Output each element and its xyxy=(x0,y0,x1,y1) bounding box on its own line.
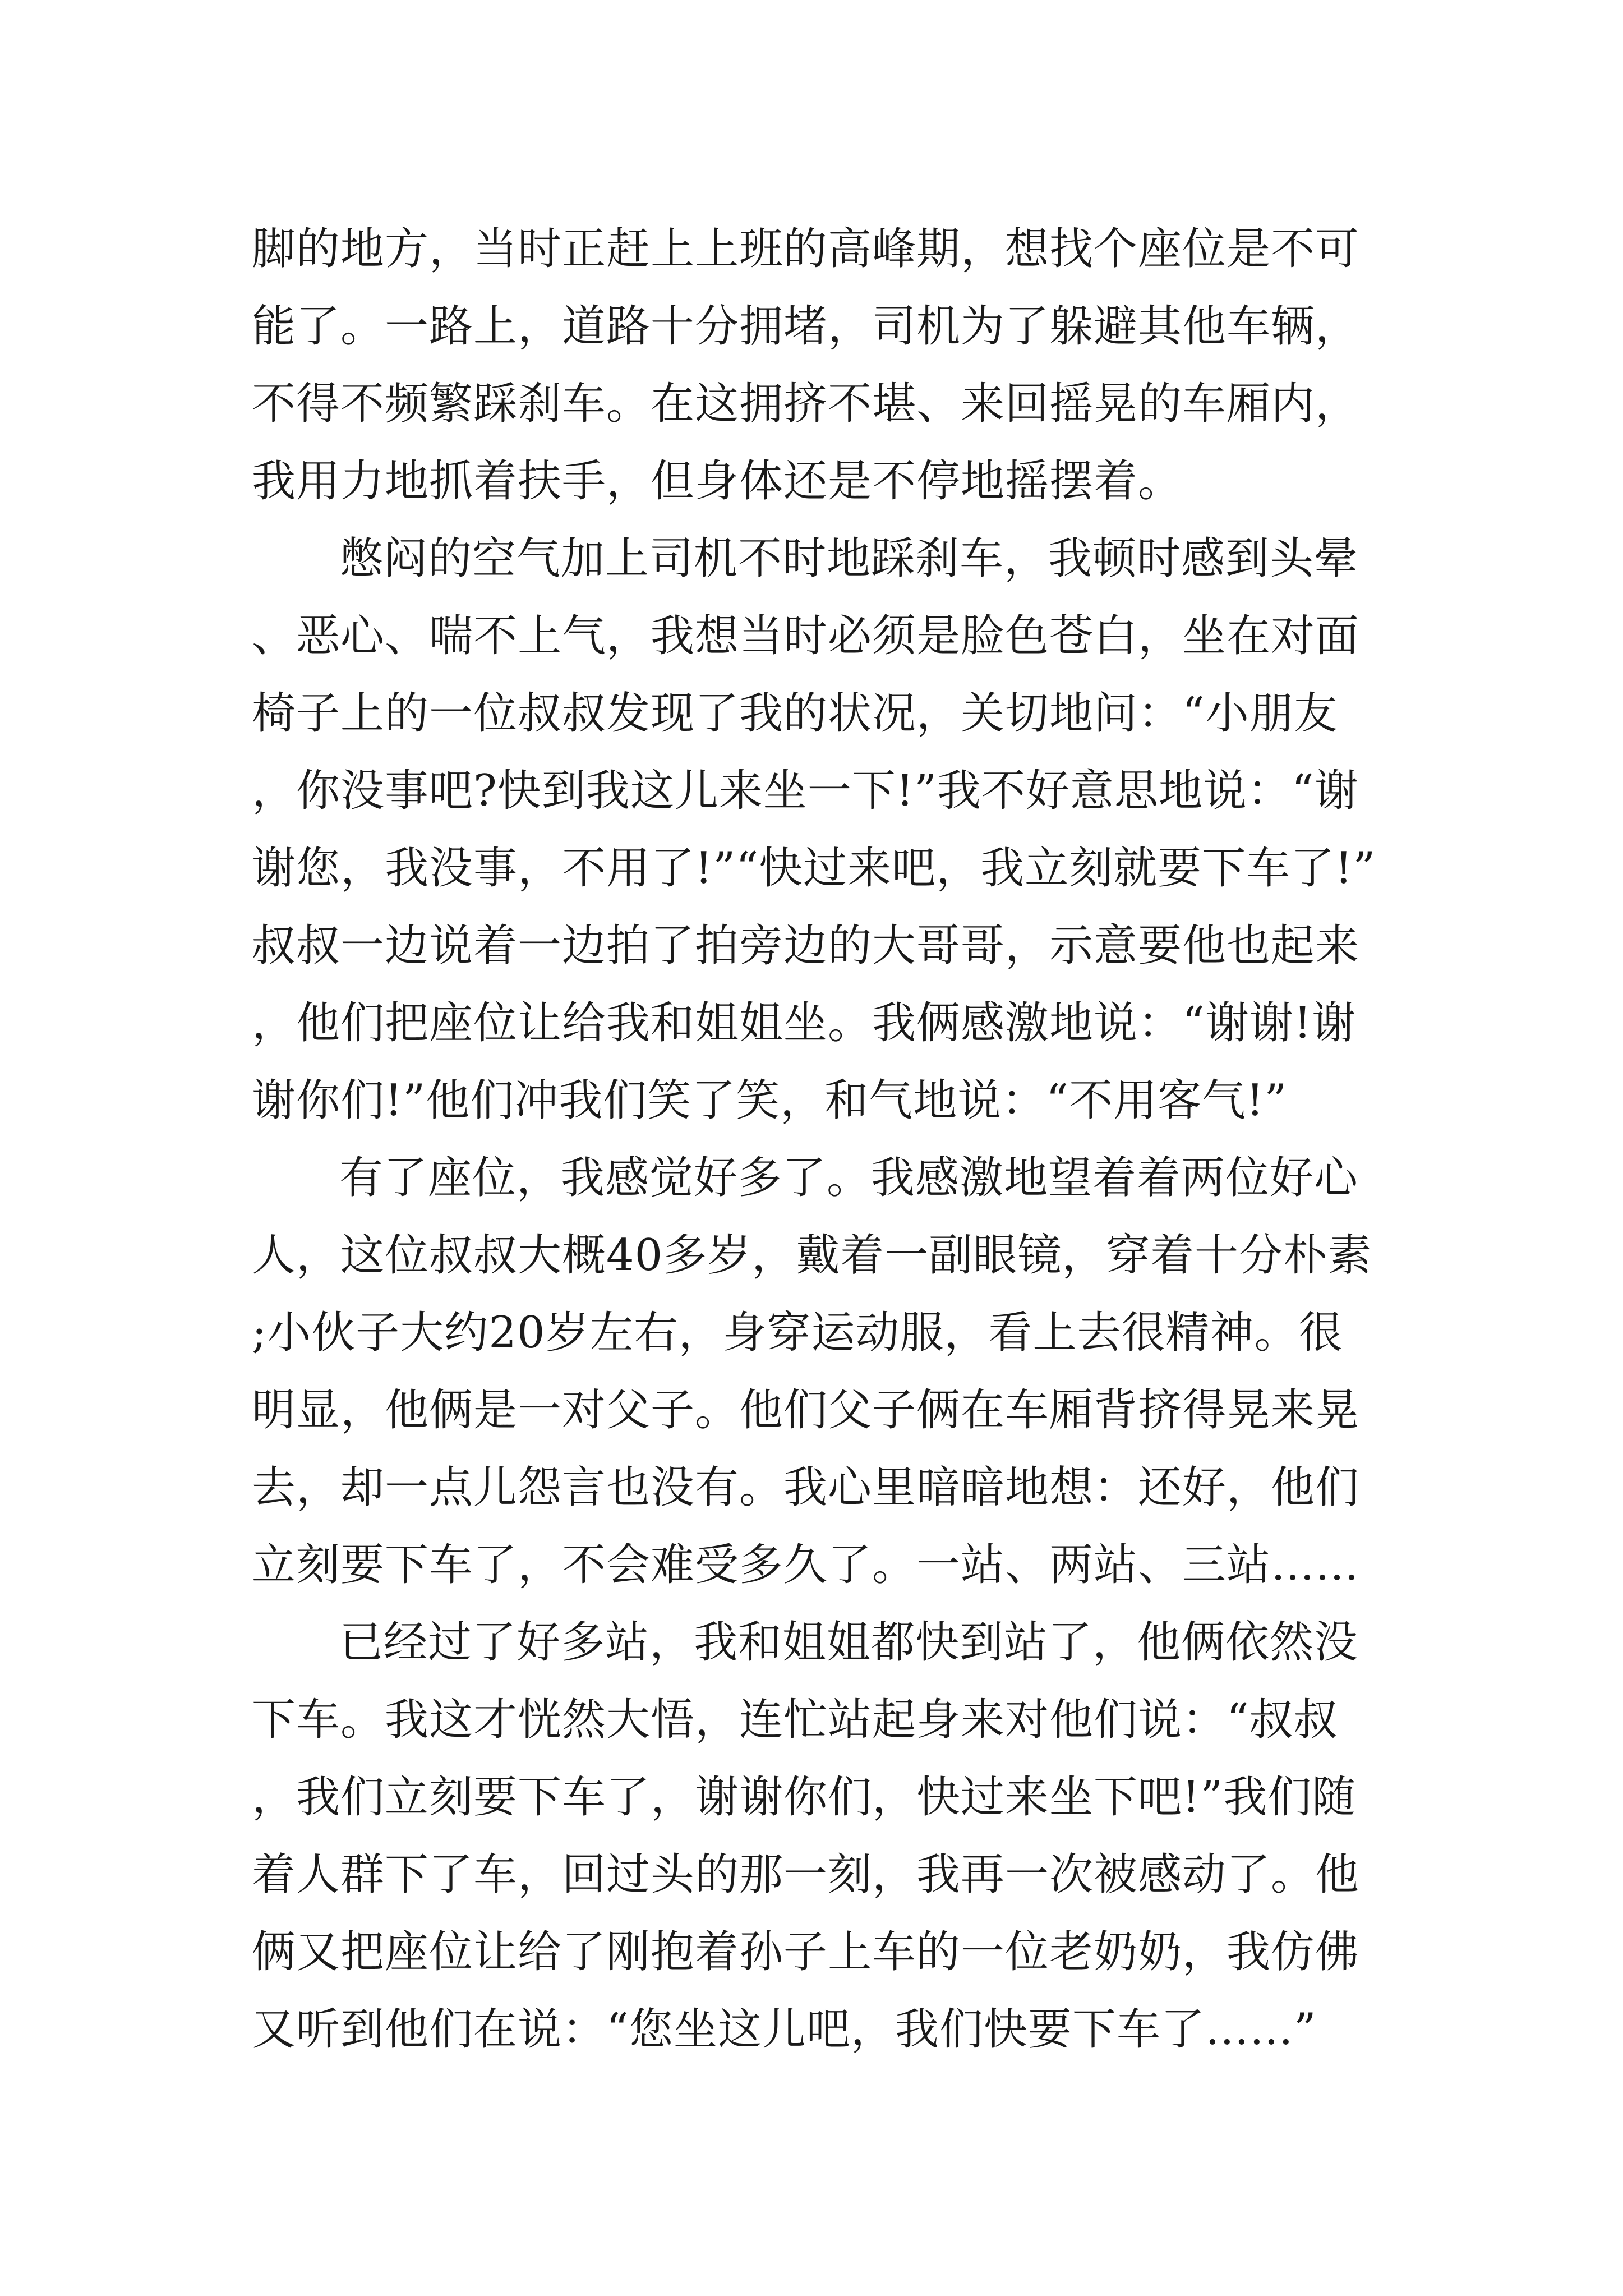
paragraph-4: 已经过了好多站，我和姐姐都快到站了，他俩依然没下车。我这才恍然大悟，连忙站起身来对他们说：“叔叔，我们立刻要下车了，谢谢你们，快过来坐下吧!”我们随着人群下了车，回过头的那一刻，我再一次被感动了。他俩又把座位让给了刚抱着孙子上车的一位老奶奶，我仿佛又听到他们在说：“您坐这儿吧，我们快要下车了……” xyxy=(252,1617,1360,2055)
paragraph-1: 脚的地方，当时正赶上上班的高峰期，想找个座位是不可能了。一路上，道路十分拥堵，司机为了躲避其他车辆，不得不频繁踩刹车。在这拥挤不堪、来回摇晃的车厢内，我用力地抓着扶手，但身体还是不停地摇摆着。 xyxy=(252,224,1360,507)
paragraph-3: 有了座位，我感觉好多了。我感激地望着着两位好心人，这位叔叔大概40多岁，戴着一副眼镜，穿着十分朴素;小伙子大约20岁左右，身穿运动服，看上去很精神。很明显，他俩是一对父子。他们父子俩在车厢背挤得晃来晃去，却一点儿怨言也没有。我心里暗暗地想：还好，他们立刻要下车了，不会难受多久了。一站、两站、三站…… xyxy=(252,1153,1372,1590)
document-body xyxy=(252,210,1379,2068)
paragraph-2: 憋闷的空气加上司机不时地踩刹车，我顿时感到头晕、恶心、喘不上气，我想当时必须是脸色苍白，坐在对面椅子上的一位叔叔发现了我的状况，关切地问：“小朋友，你没事吧?快到我这儿来坐一下!”我不好意思地说：“谢谢您，我没事，不用了!”“快过来吧，我立刻就要下车了!”叔叔一边说着一边拍了拍旁边的大哥哥，示意要他也起来，他们把座位让给我和姐姐坐。我俩感激地说：“谢谢!谢谢你们!”他们冲我们笑了笑，和气地说：“不用客气!” xyxy=(252,533,1376,1126)
